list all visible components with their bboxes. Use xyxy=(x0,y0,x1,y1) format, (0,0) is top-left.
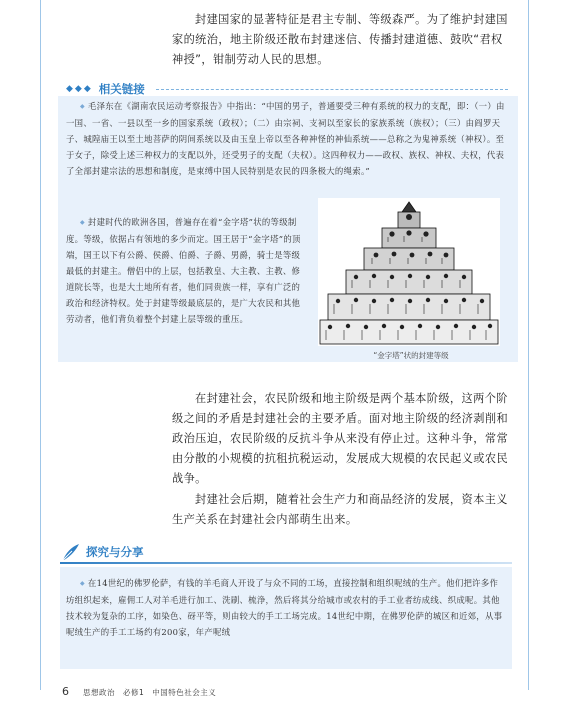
class-struggle-paragraph: 在封建社会，农民阶级和地主阶级是两个基本阶级，这两个阶级之间的矛盾是封建社会的主要矛盾。面对地主阶级的经济剥削和政治压迫，农民阶级的反抗斗争从来没有停止过。这种斗争，常常由分散的小规模的抗租抗税运动，发展成大规模的农民起义或农民战争。 xyxy=(172,392,509,485)
diamond-bullet-icon: ◆ xyxy=(80,580,85,587)
mao-quote-text: 毛泽东在《湖南农民运动考察报告》中指出：“中国的男子，普通要受三种有系统的权力的支配，即：（一）由一国、一省、一县以至一乡的国家系统（政权）；（二）由宗祠、支祠以至家长的家族系统（族权）；（三）由阎罗天子、城隍庙王以至土地菩萨的阴间系统以及由玉皇上帝以至各种神怪的神仙系统——总称之为鬼神系统（神权）。至于女子，除受上述三种权力的支配以外，还受男子的支配（夫权）。这四种权力——政权、族权、神权、夫权，代表了全部封建宗法的思想和制度，是束缚中国人民特别是农民的四条极大的绳索。” xyxy=(66,101,505,176)
europe-hierarchy-paragraph xyxy=(66,214,306,327)
feather-pen-icon xyxy=(60,541,82,563)
related-links-title: 相关链接 xyxy=(98,82,145,96)
capitalism-sprouts-paragraph: 封建社会后期，随着社会生产力和商品经济的发展，资本主义生产关系在封建社会内部萌生出来。 xyxy=(172,493,508,526)
florence-wool-text: 在14世纪的佛罗伦萨，有钱的羊毛商人开设了与众不同的工场，直接控制和组织呢绒的生产。他们把许多作坊组织起来，雇佣工人对羊毛进行加工、洗刷、梳浄，然后将其分给城市或农村的手工业者纺成线、织成呢。其他技术较为复杂的工序，如染色、砑平等，则由较大的手工工场完成。14世纪中期，在佛罗伦萨的城区和近郊，从事呢绒生产的手工工场约有200家，年产呢绒 xyxy=(66,578,503,637)
diamond-bullet-icon: ◆ xyxy=(80,219,85,226)
feudal-pyramid-illustration xyxy=(318,198,500,346)
diamond-bullet-icon: ◆ xyxy=(80,103,85,110)
europe-hierarchy-text: 封建时代的欧洲各国，普遍存在着“金字塔”状的等级制度。等级，依据占有领地的多少而定。国王居于“金字塔”的顶端，国王以下有公爵、侯爵、伯爵、子爵、男爵，骑士是等级最低的封建主。僧侣中的上层，包括教皇、大主教、主教、修道院长等，也是大土地所有者，他们同贵族一样，享有广泛的政治和经济特权。处于封建等级最底层的，是广大农民和其他劳动者，他们背负着整个封建上层等级的重压。 xyxy=(66,217,301,324)
related-links-header xyxy=(66,81,145,97)
book-title-footer: 思想政治 必修1 中国特色社会主义 xyxy=(83,688,217,697)
diamond-bullets-icon: ◆◆◆ xyxy=(66,84,93,94)
related-links-rule xyxy=(156,89,508,90)
explore-share-header xyxy=(60,542,144,562)
mao-quote-paragraph xyxy=(66,98,512,179)
explore-share-rule xyxy=(60,562,512,564)
pyramid-caption: “金字塔”状的封建等级 xyxy=(373,351,449,360)
florence-wool-paragraph xyxy=(66,575,506,640)
intro-paragraph: 封建国家的显著特征是君主专制、等级森严。为了维护封建国家的统治，地主阶级还散布封建迷信、传播封建道德、鼓吹“君权神授”，钳制劳动人民的思想。 xyxy=(172,13,508,66)
explore-share-title: 探究与分享 xyxy=(86,545,144,559)
page-footer xyxy=(62,685,216,698)
right-margin-rule xyxy=(528,0,529,690)
left-margin-rule xyxy=(40,0,41,690)
page-number: 6 xyxy=(62,685,69,698)
